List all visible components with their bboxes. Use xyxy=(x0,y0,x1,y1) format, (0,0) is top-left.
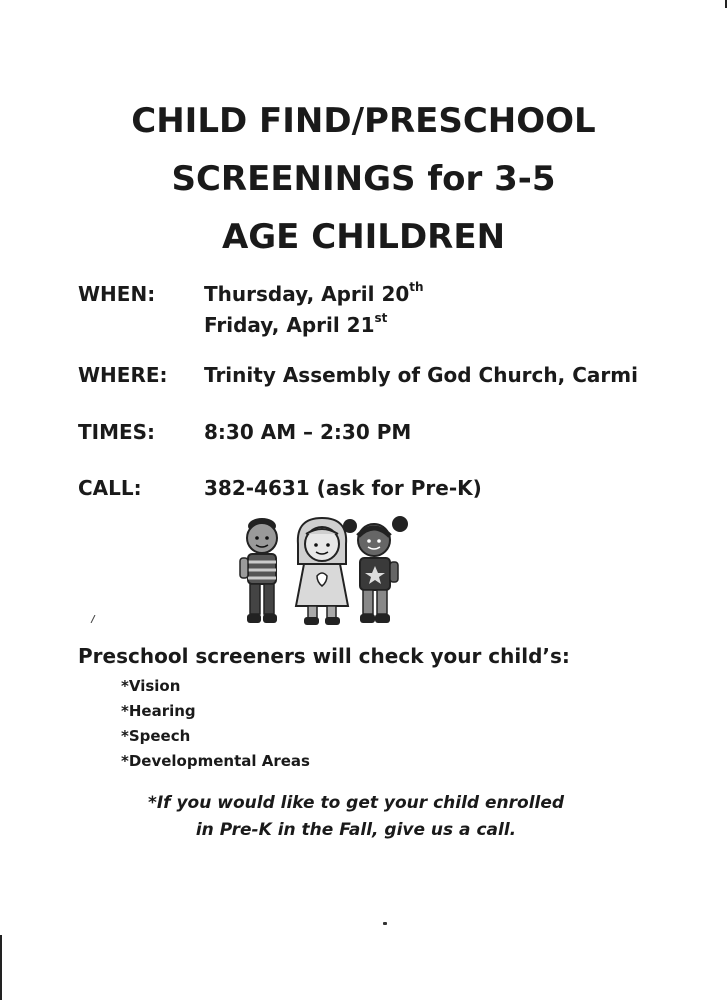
scan-speck xyxy=(383,922,387,925)
stray-pen-mark xyxy=(90,615,96,623)
three-children-clipart-icon xyxy=(232,516,412,628)
where-value: Trinity Assembly of God Church, Carmi xyxy=(204,363,638,387)
check-item-vision: *Vision xyxy=(121,677,181,695)
enrollment-note xyxy=(0,790,712,844)
when-date-2-suffix: st xyxy=(374,311,388,326)
title-line-2: SCREENINGS for 3-5 xyxy=(171,159,556,199)
check-item-speech: *Speech xyxy=(121,727,191,745)
when-value-line-2 xyxy=(204,313,387,337)
when-date-1-suffix: th xyxy=(409,280,424,295)
checks-heading: Preschool screeners will check your child’s: xyxy=(78,644,570,668)
when-date-1: Thursday, April 20 xyxy=(204,282,410,306)
times-value: 8:30 AM – 2:30 PM xyxy=(204,420,412,444)
note-line-1: *If you would like to get your child enrolled xyxy=(147,793,565,813)
times-label: TIMES: xyxy=(78,420,156,444)
page-title xyxy=(0,92,727,266)
when-date-2: Friday, April 21 xyxy=(204,313,375,337)
title-line-1: CHILD FIND/PRESCHOOL xyxy=(131,101,596,141)
check-item-developmental: *Developmental Areas xyxy=(121,752,310,770)
when-label: WHEN: xyxy=(78,282,156,306)
title-line-3: AGE CHILDREN xyxy=(221,217,506,257)
checks-list xyxy=(121,674,310,774)
call-label: CALL: xyxy=(78,476,142,500)
when-value-line-1 xyxy=(204,282,424,306)
note-line-2: in Pre-K in the Fall, give us a call. xyxy=(195,820,517,840)
where-label: WHERE: xyxy=(78,363,168,387)
scan-edge-left xyxy=(0,935,2,1000)
check-item-hearing: *Hearing xyxy=(121,702,196,720)
call-value: 382-4631 (ask for Pre-K) xyxy=(204,476,482,500)
